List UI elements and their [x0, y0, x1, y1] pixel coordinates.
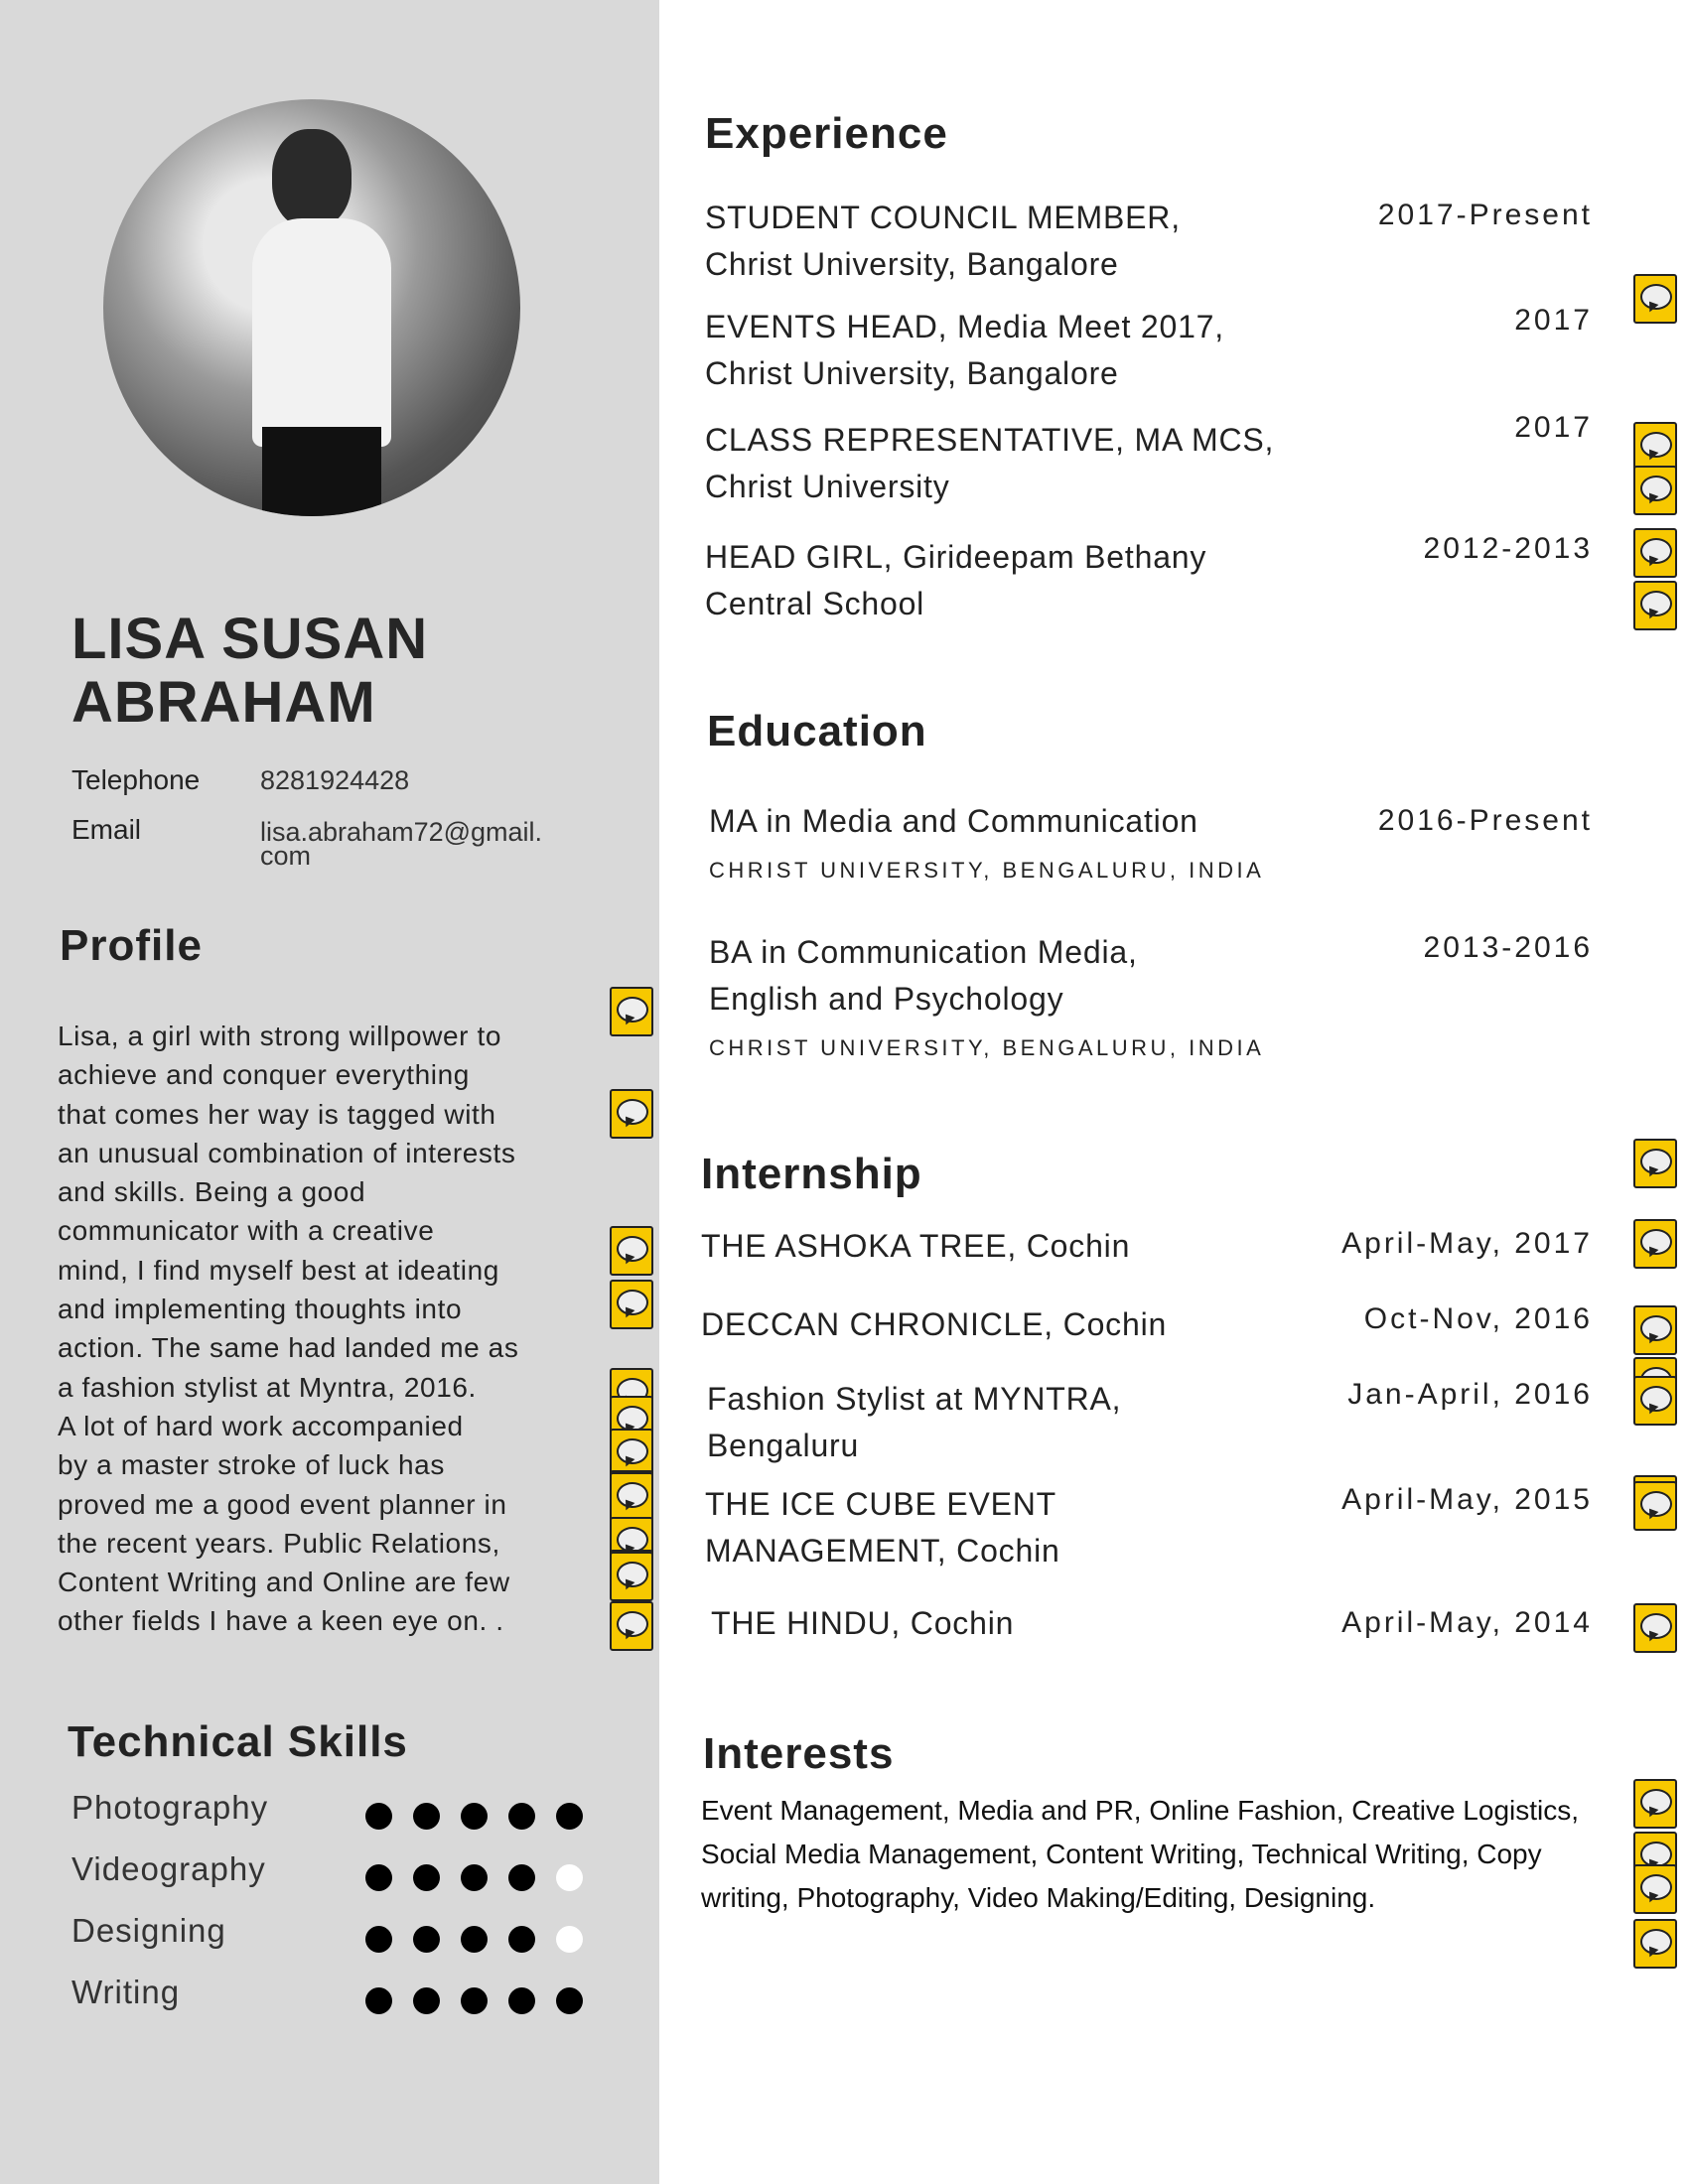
internship-item	[701, 1223, 1130, 1270]
skill-rating	[365, 1987, 583, 2014]
internship-line: THE ICE CUBE EVENT	[705, 1486, 1057, 1522]
comment-icon[interactable]	[610, 1280, 653, 1329]
profile-line: proved me a good event planner in	[58, 1488, 507, 1520]
comment-icon[interactable]	[1633, 1139, 1677, 1188]
experience-date: 2017	[1514, 304, 1593, 337]
degree-line: English and Psychology	[709, 981, 1064, 1017]
profile-line: A lot of hard work accompanied	[58, 1410, 464, 1441]
empty-dot-icon	[556, 1926, 583, 1953]
internship-item	[701, 1301, 1167, 1348]
internship-date: April-May, 2017	[1341, 1227, 1593, 1260]
education-heading: Education	[707, 707, 927, 755]
candidate-name	[71, 608, 428, 735]
name-line: LISA SUSAN	[71, 607, 429, 671]
comment-icon[interactable]	[1633, 1305, 1677, 1355]
comment-icon[interactable]	[1633, 1779, 1677, 1829]
internship-item	[707, 1376, 1121, 1469]
comment-icon[interactable]	[1633, 1864, 1677, 1914]
internship-line: Fashion Stylist at MYNTRA,	[707, 1381, 1122, 1417]
filled-dot-icon	[413, 1987, 440, 2014]
skill-label: Writing	[71, 1974, 181, 2010]
profile-line: achieve and conquer everything	[58, 1059, 470, 1091]
telephone-label: Telephone	[71, 764, 201, 795]
filled-dot-icon	[365, 1987, 392, 2014]
experience-line: STUDENT COUNCIL MEMBER,	[705, 200, 1181, 235]
email-line: lisa.abraham72@gmail.	[260, 817, 543, 847]
comment-icon[interactable]	[610, 1226, 653, 1276]
comment-icon[interactable]	[610, 1552, 653, 1601]
name-line: ABRAHAM	[71, 670, 376, 735]
profile-text	[58, 1017, 518, 1641]
experience-line: HEAD GIRL, Girideepam Bethany	[705, 539, 1207, 575]
email-value[interactable]	[260, 817, 543, 871]
experience-item	[705, 304, 1224, 397]
filled-dot-icon	[413, 1926, 440, 1953]
filled-dot-icon	[461, 1926, 488, 1953]
profile-line: that comes her way is tagged with	[58, 1098, 496, 1130]
skill-rating	[365, 1926, 583, 1953]
profile-line: the recent years. Public Relations,	[58, 1527, 500, 1559]
comment-icon[interactable]	[610, 1601, 653, 1651]
internship-date: Oct-Nov, 2016	[1363, 1302, 1593, 1335]
profile-line: by a master stroke of luck has	[58, 1449, 445, 1481]
institution: CHRIST UNIVERSITY, BENGALURU, INDIA	[709, 858, 1265, 883]
telephone-value: 8281924428	[260, 765, 410, 795]
experience-line: Central School	[705, 586, 925, 621]
skill-label: Designing	[71, 1912, 226, 1949]
experience-date: 2017	[1514, 411, 1593, 444]
experience-date: 2017-Present	[1377, 199, 1593, 231]
comment-icon[interactable]	[1633, 466, 1677, 515]
filled-dot-icon	[461, 1987, 488, 2014]
comment-icon[interactable]	[1633, 1481, 1677, 1531]
comment-icon[interactable]	[1633, 274, 1677, 324]
education-date: 2013-2016	[1423, 931, 1593, 964]
profile-photo	[103, 99, 520, 516]
interests-heading: Interests	[703, 1729, 895, 1778]
internship-item	[705, 1481, 1060, 1574]
comment-icon[interactable]	[1633, 528, 1677, 578]
profile-line: mind, I find myself best at ideating	[58, 1254, 499, 1286]
education-item	[709, 929, 1264, 1071]
skill-rating	[365, 1803, 583, 1830]
filled-dot-icon	[365, 1926, 392, 1953]
profile-line: and implementing thoughts into	[58, 1294, 463, 1325]
experience-item	[705, 195, 1181, 288]
filled-dot-icon	[413, 1803, 440, 1830]
internship-item	[711, 1600, 1014, 1647]
experience-line: EVENTS HEAD, Media Meet 2017,	[705, 309, 1224, 344]
email-line: com	[260, 841, 312, 871]
internship-date: April-May, 2014	[1341, 1606, 1593, 1639]
skill-rating	[365, 1864, 583, 1891]
internship-line: DECCAN CHRONICLE, Cochin	[701, 1306, 1168, 1342]
education-date: 2016-Present	[1377, 804, 1593, 837]
filled-dot-icon	[508, 1926, 535, 1953]
institution: CHRIST UNIVERSITY, BENGALURU, INDIA	[709, 1035, 1265, 1060]
experience-line: CLASS REPRESENTATIVE, MA MCS,	[705, 422, 1275, 458]
internship-line: THE HINDU, Cochin	[711, 1605, 1015, 1641]
profile-line: an unusual combination of interests	[58, 1137, 516, 1168]
filled-dot-icon	[461, 1864, 488, 1891]
filled-dot-icon	[556, 1803, 583, 1830]
experience-heading: Experience	[705, 109, 948, 158]
skill-label: Videography	[71, 1850, 266, 1887]
comment-icon[interactable]	[610, 987, 653, 1036]
email-label: Email	[71, 814, 142, 845]
comment-icon[interactable]	[1633, 1603, 1677, 1653]
profile-heading: Profile	[60, 921, 203, 970]
filled-dot-icon	[556, 1987, 583, 2014]
experience-line: Christ University, Bangalore	[705, 355, 1119, 391]
profile-line: communicator with a creative	[58, 1215, 435, 1247]
comment-icon[interactable]	[1633, 1919, 1677, 1969]
comment-icon[interactable]	[1633, 1376, 1677, 1426]
internship-line: MANAGEMENT, Cochin	[705, 1533, 1060, 1569]
filled-dot-icon	[508, 1987, 535, 2014]
internship-line: THE ASHOKA TREE, Cochin	[701, 1228, 1131, 1264]
comment-icon[interactable]	[1633, 581, 1677, 630]
profile-line: and skills. Being a good	[58, 1176, 366, 1208]
experience-line: Christ University	[705, 469, 950, 504]
filled-dot-icon	[508, 1864, 535, 1891]
skills-heading: Technical Skills	[68, 1717, 408, 1766]
profile-line: Lisa, a girl with strong willpower to	[58, 1021, 502, 1051]
interests-text: Event Management, Media and PR, Online Fashion, Creative Logistics, Social Media Management, Content Writing, Technical Writing, Copy writing, Photography, Video Making/Editing, Designing.	[701, 1795, 1580, 1913]
skill-label: Photography	[71, 1789, 269, 1826]
profile-line: action. The same had landed me as	[58, 1332, 519, 1364]
comment-icon[interactable]	[1633, 1219, 1677, 1269]
experience-line: Christ University, Bangalore	[705, 246, 1119, 282]
experience-date: 2012-2013	[1423, 532, 1593, 565]
degree-line: BA in Communication Media,	[709, 934, 1138, 970]
empty-dot-icon	[556, 1864, 583, 1891]
degree-line: MA in Media and Communication	[709, 803, 1198, 839]
filled-dot-icon	[413, 1864, 440, 1891]
profile-line: Content Writing and Online are few	[58, 1567, 510, 1598]
internship-date: Jan-April, 2016	[1347, 1378, 1593, 1411]
education-item	[709, 798, 1264, 893]
filled-dot-icon	[365, 1864, 392, 1891]
profile-line: other fields I have a keen eye on. .	[58, 1605, 504, 1637]
internship-line: Bengaluru	[707, 1428, 860, 1463]
filled-dot-icon	[508, 1803, 535, 1830]
experience-item	[705, 417, 1274, 510]
profile-line: a fashion stylist at Myntra, 2016.	[58, 1371, 477, 1403]
comment-icon[interactable]	[610, 1472, 653, 1522]
filled-dot-icon	[461, 1803, 488, 1830]
comment-icon[interactable]	[1633, 422, 1677, 472]
internship-heading: Internship	[701, 1150, 922, 1198]
filled-dot-icon	[365, 1803, 392, 1830]
internship-date: April-May, 2015	[1341, 1483, 1593, 1516]
comment-icon[interactable]	[610, 1089, 653, 1139]
experience-item	[705, 534, 1206, 627]
